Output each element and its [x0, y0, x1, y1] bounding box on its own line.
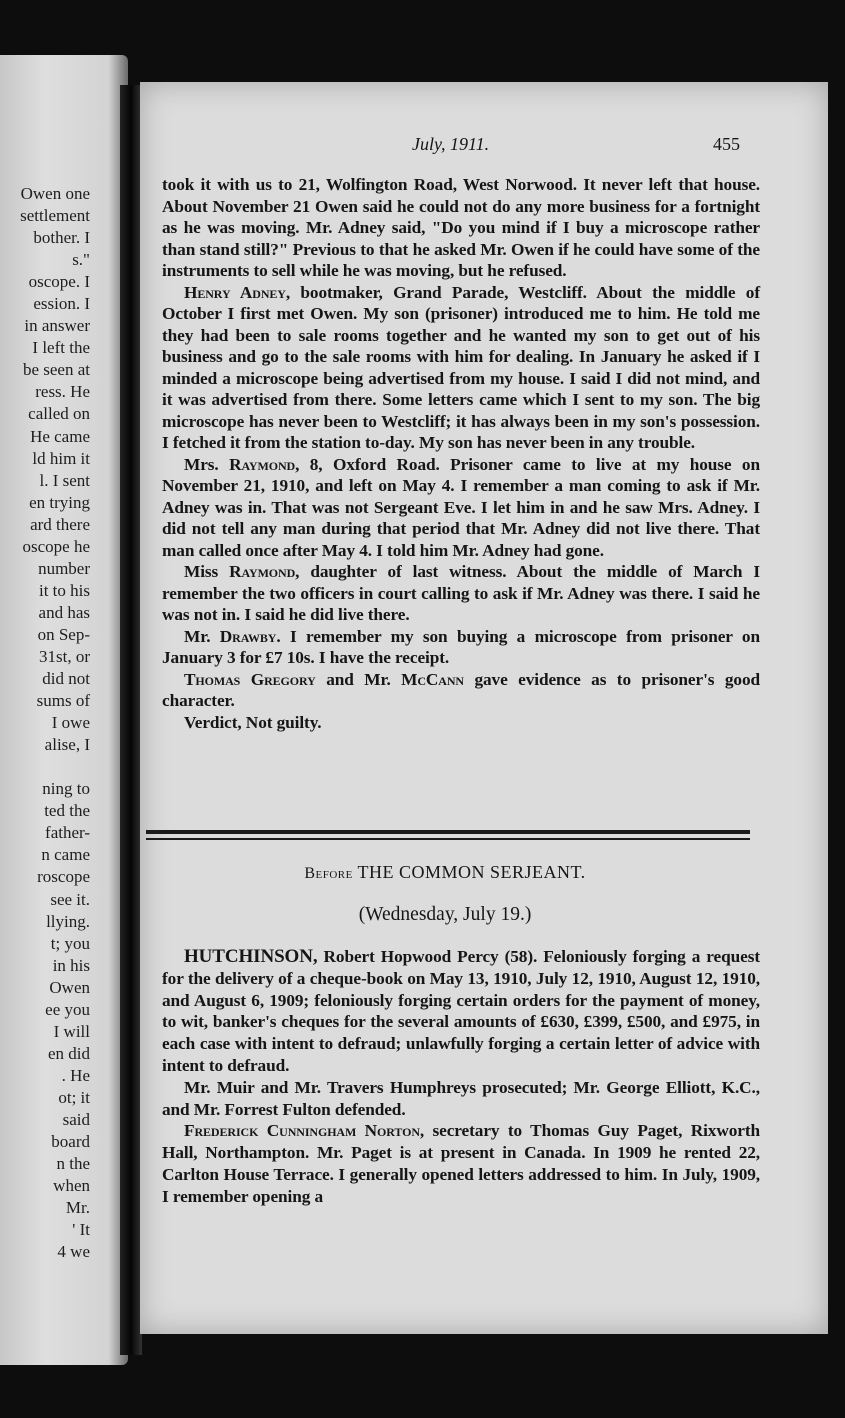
facing-page-line: I owe: [51, 713, 90, 733]
facing-page-line: ' It: [72, 1220, 90, 1240]
facing-page-line: alise, I: [44, 735, 90, 755]
facing-page-line: see it.: [50, 889, 90, 909]
facing-page-line: called on: [28, 404, 90, 424]
witness-name: Henry Adney: [184, 282, 286, 302]
facing-page-line: in answer: [24, 316, 90, 336]
facing-page-line: number: [38, 558, 90, 578]
witness-name: Frederick Cunningham Norton: [184, 1121, 420, 1141]
facing-page-line: did not: [42, 669, 90, 689]
paragraph-mr-drawby: Mr. Drawby. I remember my son buying a microscope from prisoner on January 3 for £7 10s. I have the receipt.: [162, 626, 760, 667]
facing-page-line: en trying: [29, 492, 90, 512]
facing-page-line: ning to: [42, 779, 90, 799]
facing-page-line: father-: [45, 823, 90, 843]
facing-page-line: in his: [52, 955, 90, 975]
section-title: Before THE COMMON SERJEANT.: [304, 862, 586, 882]
paragraph-character-witnesses: Thomas Gregory and Mr. McCann gave evidence as to prisoner's good character.: [162, 669, 760, 710]
facing-page-line: [0, 756, 90, 778]
facing-page-line: n the: [56, 1154, 90, 1174]
facing-page-line: ot; it: [58, 1087, 90, 1107]
facing-page-line: be seen at: [22, 360, 90, 380]
facing-page-line: roscope: [37, 867, 90, 887]
facing-page-line: bother. I: [33, 228, 90, 248]
paragraph-owen-continuation: took it with us to 21, Wolfington Road, West Norwood. It never left that house. About November 21 Owen said he could not do any more business for a fortnight as he was moving. Mr. Adney said, "Do you mind if I buy a microscope rather than stand still?" Previous to that he asked Mr. Owen if he could have some of the instruments to sell while he was moving, but he refused.: [162, 175, 760, 280]
section-date: (Wednesday, July 19.): [358, 904, 532, 925]
facing-page-line: board: [51, 1132, 90, 1152]
facing-page-line: oscope. I: [28, 272, 90, 292]
facing-page-line: said: [62, 1109, 90, 1129]
witness-name: Raymond: [229, 562, 296, 581]
facing-page-line: on Sep-: [37, 624, 90, 644]
paragraph-indictment: HUTCHINSON, Robert Hopwood Percy (58). Feloniously forging a request for the delivery of a cheque-book on May 13, 1910, July 12, 1910, August 12, 1910, and August 6, 1909; feloniously forging certain orders for the payment of money, to wit, banker's cheques for the several amounts of £630, £399, £500, and £975, in each case with intent to defraud; unlawfully forging a certain letter of advice with intent to defraud.: [162, 946, 760, 1075]
facing-page-line: s.": [72, 250, 90, 270]
testimony-text: [162, 174, 760, 733]
section-divider: [146, 830, 750, 840]
facing-page-text: [0, 183, 90, 1263]
document-page: [140, 82, 828, 1334]
facing-page-line: when: [53, 1176, 90, 1196]
facing-page-line: 4 we: [57, 1242, 90, 1262]
paragraph-counsel: Mr. Muir and Mr. Travers Humphreys prosecuted; Mr. George Elliott, K.C., and Mr. Forrest Fulton defended.: [162, 1077, 760, 1119]
paragraph-mrs-raymond: Mrs. Raymond, 8, Oxford Road. Prisoner came to live at my house on November 21, 1910, and left on May 4. I remember a man coming to ask if Mr. Adney was in. That was not Sergeant Eve. I let him in and he saw Mrs. Adney. I did not tell any man during that period that Mr. Adney did not live there. That man called once after May 4. I told him Mr. Adney had gone.: [162, 454, 760, 560]
facing-page-line: oscope he: [22, 536, 90, 556]
facing-page-line: ession. I: [33, 294, 90, 314]
facing-page-line: l. I sent: [39, 470, 90, 490]
witness-name: McCann: [401, 669, 464, 689]
facing-page-line: Owen: [49, 977, 90, 997]
facing-page-line: ee you: [45, 999, 90, 1019]
witness-name: Raymond: [229, 454, 296, 474]
page-header: [140, 134, 828, 160]
paragraph-norton: Frederick Cunningham Norton, secretary to Thomas Guy Paget, Rixworth Hall, Northampton. Mr. Paget is at present in Canada. In 1909 he rented 22, Carlton House Terrace. I generally opened letters addressed to him. In July, 1909, I remember opening a: [162, 1121, 760, 1206]
header-date: July, 1911.: [412, 134, 490, 154]
paragraph-miss-raymond: Miss Raymond, daughter of last witness. About the middle of March I remember the two officers in court calling to ask if Mr. Adney was there. I said he was not in. I said he did live there.: [162, 562, 760, 624]
page-number: 455: [713, 134, 740, 154]
facing-page-line: ted the: [44, 801, 90, 821]
facing-page-line: llying.: [46, 911, 90, 931]
facing-page-line: ard there: [30, 514, 90, 534]
facing-page-line: Owen one: [20, 184, 90, 203]
witness-name: Drawby: [219, 626, 277, 646]
facing-page-line: sums of: [36, 691, 90, 711]
facing-page-line: I will: [53, 1021, 90, 1041]
facing-page-line: and has: [38, 602, 90, 622]
facing-page-fragment: [0, 55, 128, 1365]
book-gutter: [120, 85, 142, 1355]
facing-page-line: en did: [47, 1043, 90, 1063]
defendant-name: HUTCHINSON,: [184, 946, 318, 967]
facing-page-line: t; you: [50, 933, 90, 953]
paragraph-verdict: Verdict, Not guilty.: [184, 712, 322, 732]
facing-page-line: I left the: [32, 338, 90, 358]
witness-name: Thomas Gregory: [184, 669, 316, 689]
facing-page-line: it to his: [38, 580, 90, 600]
facing-page-line: 31st, or: [39, 646, 90, 666]
facing-page-line: ld him it: [32, 448, 90, 468]
facing-page-line: ress. He: [35, 382, 90, 402]
facing-page-line: . He: [61, 1065, 90, 1085]
facing-page-line: settlement: [20, 206, 90, 226]
facing-page-line: Mr.: [65, 1198, 90, 1218]
case-text: [162, 946, 760, 1208]
facing-page-line: He came: [30, 426, 90, 446]
paragraph-henry-adney: Henry Adney, bootmaker, Grand Parade, Westcliff. About the middle of October I first met Owen. My son (prisoner) introduced me to him. He told me they had been to sale rooms together and he wanted my son to get out of his business and go to the sale rooms with him for dealing. In January he asked if I minded a microscope being advertised from my house. I said I did not mind, and it was advertised from there. Some letters came which I sent to my son. The big microscope has never been to Westcliff; it has always been in my son's possession. I fetched it from the station to-day. My son has never been in any trouble.: [162, 282, 760, 452]
facing-page-line: n came: [41, 845, 90, 865]
